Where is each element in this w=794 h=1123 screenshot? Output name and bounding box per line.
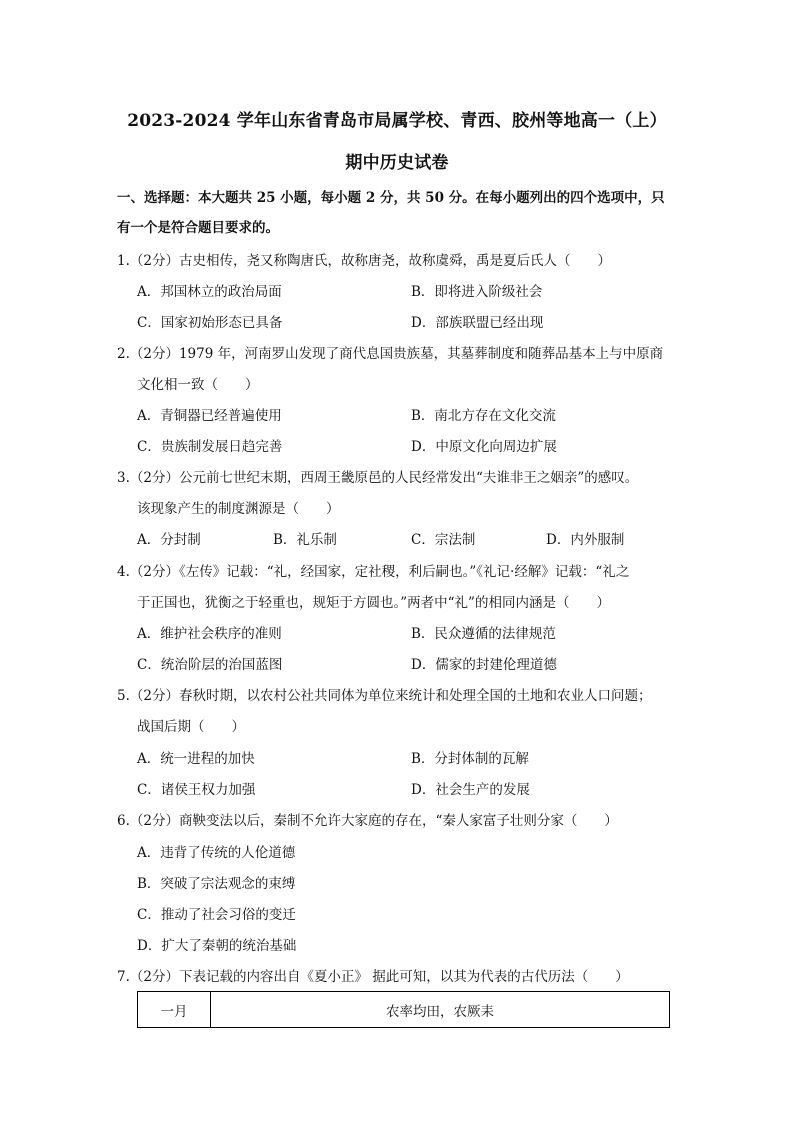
exam-title-line2: 期中历史试卷 bbox=[345, 153, 449, 173]
question-4-option-a: A．维护社会秩序的准则 bbox=[137, 626, 282, 642]
question-1-option-a: A．邦国林立的政治局面 bbox=[137, 284, 282, 300]
section-heading-line1: 一、选择题：本大题共 25 小题，每小题 2 分，共 50 分。在每小题列出的四个选项中，只 bbox=[117, 190, 665, 206]
table-cell-content: 农率均田，农厥耒 bbox=[211, 992, 670, 1028]
question-3-stem-line2: 该现象产生的制度渊源是（ ） bbox=[137, 501, 340, 517]
question-4-option-c: C．统治阶层的治国蓝图 bbox=[137, 657, 283, 673]
question-6-option-d: D．扩大了秦朝的统治基础 bbox=[137, 938, 297, 954]
question-2-option-b: B．南北方存在文化交流 bbox=[411, 408, 556, 424]
question-4-option-d: D．儒家的封建伦理道德 bbox=[411, 657, 557, 673]
question-1-option-c: C．国家初始形态已具备 bbox=[137, 315, 283, 331]
question-2-stem-line1: 2.（2分）1979 年，河南罗山发现了商代息国贵族墓，其墓葬制度和随葬品基本上与中原商 bbox=[117, 346, 664, 362]
question-3-stem-line1: 3.（2分）公元前七世纪末期，西周王畿原邑的人民经常发出“夫谁非王之姻亲”的感叹。 bbox=[117, 470, 639, 486]
question-1-stem: 1.（2分）古史相传，尧又称陶唐氏，故称唐尧，故称虞舜，禹是夏后氏人（ ） bbox=[117, 253, 611, 269]
question-5-option-d: D．社会生产的发展 bbox=[411, 782, 530, 798]
table-cell-month: 一月 bbox=[138, 992, 211, 1028]
question-1-option-b: B．即将进入阶级社会 bbox=[411, 284, 543, 300]
question-3-option-c: C．宗法制 bbox=[411, 532, 476, 548]
question-3-option-b: B．礼乐制 bbox=[273, 532, 337, 548]
question-5-option-c: C．诸侯王权力加强 bbox=[137, 782, 256, 798]
question-3-option-d: D．内外服制 bbox=[546, 532, 625, 548]
question-5-stem-line1: 5.（2分）春秋时期，以农村公社共同体为单位来统计和处理全国的土地和农业人口问题； bbox=[117, 688, 652, 704]
question-2-stem-line2: 文化相一致（ ） bbox=[137, 377, 259, 393]
table-row bbox=[138, 992, 670, 1028]
question-5-stem-line2: 战国后期（ ） bbox=[137, 719, 245, 735]
question-6-option-c: C．推动了社会习俗的变迁 bbox=[137, 907, 296, 923]
question-7-table bbox=[137, 991, 670, 1028]
question-1-option-d: D．部族联盟已经出现 bbox=[411, 315, 544, 331]
question-2-option-d: D．中原文化向周边扩展 bbox=[411, 439, 557, 455]
question-5-option-a: A．统一进程的加快 bbox=[137, 751, 255, 767]
section-heading-line2: 有一个是符合题目要求的。 bbox=[117, 220, 279, 236]
question-5-option-b: B．分封体制的瓦解 bbox=[411, 751, 529, 767]
question-4-stem-line2: 于正国也，犹衡之于轻重也，规矩于方圆也。”两者中“礼”的相同内涵是（ ） bbox=[137, 595, 610, 611]
question-6-option-a: A．违背了传统的人伦道德 bbox=[137, 845, 296, 861]
question-2-option-c: C．贵族制发展日趋完善 bbox=[137, 439, 283, 455]
question-4-option-b: B．民众遵循的法律规范 bbox=[411, 626, 556, 642]
question-3-option-a: A．分封制 bbox=[137, 532, 201, 548]
question-7-stem: 7.（2分）下表记载的内容出自《夏小正》 据此可知，以其为代表的古代历法（ ） bbox=[117, 969, 629, 985]
question-6-option-b: B．突破了宗法观念的束缚 bbox=[137, 876, 296, 892]
question-4-stem-line1: 4.（2分）《左传》记载：“礼，经国家，定社稷，利后嗣也。”《礼记·经解》记载：“礼之 bbox=[117, 564, 630, 580]
exam-title-line1: 2023-2024 学年山东省青岛市局属学校、青西、胶州等地高一（上） bbox=[127, 111, 667, 131]
question-6-stem: 6.（2分）商鞅变法以后，秦制不允许大家庭的存在，“秦人家富子壮则分家（ ） bbox=[117, 813, 618, 829]
question-2-option-a: A．青铜器已经普遍使用 bbox=[137, 408, 282, 424]
